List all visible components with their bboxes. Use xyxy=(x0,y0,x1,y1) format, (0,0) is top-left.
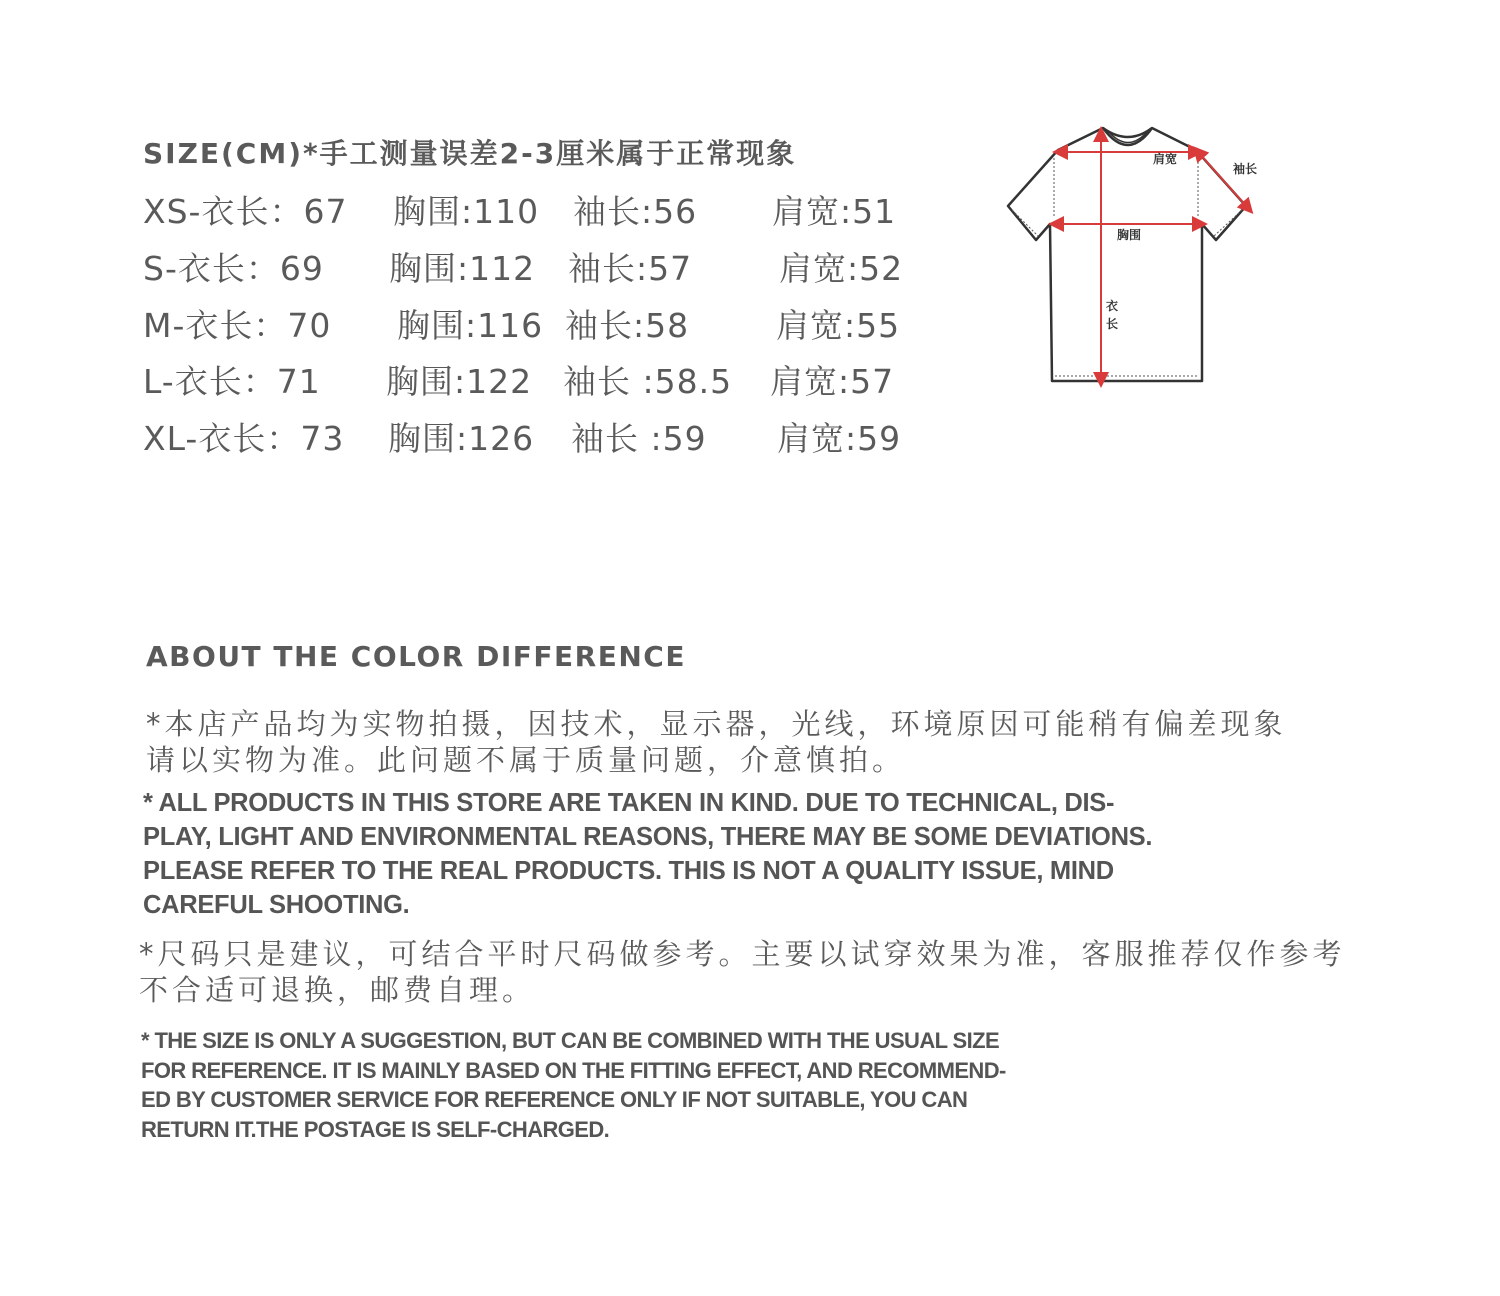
color-note-en-line: CAREFUL SHOOTING. xyxy=(143,891,410,919)
size-sleeve: 袖长:58 xyxy=(565,306,690,345)
size-chest: 胸围:126 xyxy=(388,419,535,458)
shoulder-label: 肩宽 xyxy=(1153,152,1178,166)
size-note-en xyxy=(141,1026,1006,1144)
size-note-en-line: RETURN IT.THE POSTAGE IS SELF-CHARGED. xyxy=(141,1116,610,1142)
size-note-cn-line: *尺码只是建议，可结合平时尺码做参考。主要以试穿效果为准，客服推荐仅作参考 xyxy=(139,937,1346,971)
chest-label: 胸围 xyxy=(1117,228,1142,242)
size-note-cn xyxy=(139,936,1346,1008)
color-difference-heading: ABOUT THE COLOR DIFFERENCE xyxy=(146,640,686,673)
sleeve-label: 袖长 xyxy=(1233,162,1258,176)
size-note-en-line: * THE SIZE IS ONLY A SUGGESTION, BUT CAN BE COMBINED WITH THE USUAL SIZE xyxy=(141,1028,1000,1053)
size-chest: 胸围:110 xyxy=(393,192,540,231)
color-note-cn xyxy=(146,706,1287,778)
color-note-en-line: PLEASE REFER TO THE REAL PRODUCTS. THIS IS NOT A QUALITY ISSUE, MIND xyxy=(143,857,1114,885)
size-note-cn-line: 不合适可退换，邮费自理。 xyxy=(139,973,536,1007)
size-sleeve: 袖长:56 xyxy=(573,192,698,231)
size-length: XS-衣长：67 xyxy=(143,192,348,231)
size-shoulder: 肩宽:57 xyxy=(770,362,895,401)
size-sleeve: 袖长 :58.5 xyxy=(563,362,733,401)
color-note-en-line: PLAY, LIGHT AND ENVIRONMENTAL REASONS, THERE MAY BE SOME DEVIATIONS. xyxy=(143,823,1153,851)
size-note-en-line: ED BY CUSTOMER SERVICE FOR REFERENCE ONLY IF NOT SUITABLE, YOU CAN xyxy=(141,1087,968,1112)
length-label-top: 衣 xyxy=(1106,299,1119,313)
color-note-cn-line: *本店产品均为实物拍摄，因技术，显示器，光线，环境原因可能稍有偏差现象 xyxy=(146,707,1287,741)
size-chest: 胸围:116 xyxy=(397,306,544,345)
tshirt-measurement-diagram xyxy=(1000,118,1280,398)
size-note-en-line: FOR REFERENCE. IT IS MAINLY BASED ON THE FITTING EFFECT, AND RECOMMEND- xyxy=(141,1057,1006,1083)
size-length: S-衣长：69 xyxy=(143,249,324,288)
size-length: L-衣长：71 xyxy=(143,362,321,401)
color-note-cn-line: 请以实物为准。此问题不属于质量问题，介意慎拍。 xyxy=(146,743,906,777)
size-shoulder: 肩宽:51 xyxy=(772,192,897,231)
size-chart-title: SIZE(CM)*手工测量误差2-3厘米属于正常现象 xyxy=(143,137,797,170)
size-sleeve: 袖长 :59 xyxy=(571,419,707,458)
size-chest: 胸围:122 xyxy=(386,362,533,401)
size-shoulder: 肩宽:52 xyxy=(779,249,904,288)
size-chest: 胸围:112 xyxy=(389,249,536,288)
size-shoulder: 肩宽:59 xyxy=(777,419,902,458)
size-length: M-衣长：70 xyxy=(143,306,332,345)
color-note-en-line: * ALL PRODUCTS IN THIS STORE ARE TAKEN IN KIND. DUE TO TECHNICAL, DIS- xyxy=(143,789,1115,817)
size-shoulder: 肩宽:55 xyxy=(776,306,901,345)
color-note-en xyxy=(143,786,1152,922)
size-sleeve: 袖长:57 xyxy=(568,249,693,288)
size-length: XL-衣长：73 xyxy=(143,419,345,458)
length-label-bottom: 长 xyxy=(1106,317,1119,331)
